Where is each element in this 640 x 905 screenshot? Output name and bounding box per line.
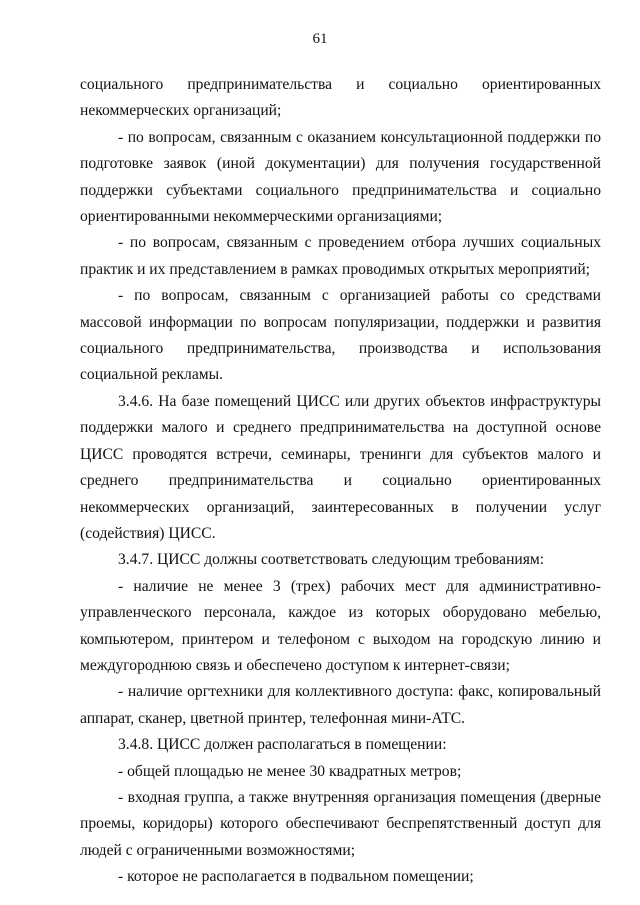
paragraph-accessibility: - входная группа, а также внутренняя организация помещения (дверные проемы, коридоры) которого обеспечивают беспрепятственный доступ для людей с ограниченными возможностями; [80,788,601,859]
paragraph-3-4-8: 3.4.8. ЦИСС должен располагаться в помещении: [118,736,447,754]
paragraph-consulting-support: - по вопросам, связанным с оказанием консультационной поддержки по подготовке заявок (иной документации) для получения государственной поддержки субъектами социального предпринимательства и социально ориентированными некоммерческими организациями; [80,128,601,226]
page-number: 61 [312,31,328,47]
paragraph-not-basement: - которое не располагается в подвальном помещении; [118,868,474,886]
paragraph-3-4-7: 3.4.7. ЦИСС должны соответствовать следующим требованиям: [118,551,545,569]
paragraph-workplaces: - наличие не менее 3 (трех) рабочих мест для административно-управленческого персонала, каждое из которых оборудовано мебелью, компьютером, принтером и телефоном с выходом на городскую линию и междугороднюю связь и обеспечено доступом к интернет-связи; [80,577,601,674]
paragraph-office-equipment: - наличие оргтехники для коллективного доступа: факс, копировальный аппарат, сканер, цветной принтер, телефонная мини-АТС. [80,683,601,727]
paragraph-3-4-6: 3.4.6. На базе помещений ЦИСС или других объектов инфраструктуры поддержки малого и среднего предпринимательства на доступной основе ЦИСС проводятся встречи, семинары, тренинги для субъектов малого и среднего предпринимательства и социально ориентированных некоммерческих организаций, заинтересованных в получении услуг (содействия) ЦИСС. [80,392,601,542]
paragraph-best-practices: - по вопросам, связанным с проведением отбора лучших социальных практик и их представлением в рамках проводимых открытых мероприятий; [80,234,601,278]
paragraph-continuation: социального предпринимательства и социально ориентированных некоммерческих организаций; [80,76,601,120]
paragraph-floor-area: - общей площадью не менее 30 квадратных метров; [118,762,462,780]
document-body [80,72,601,891]
paragraph-media-work: - по вопросам, связанным с организацией работы со средствами массовой информации по вопросам популяризации, поддержки и развития социального предпринимательства, производства и использования социальной рекламы. [80,287,601,384]
